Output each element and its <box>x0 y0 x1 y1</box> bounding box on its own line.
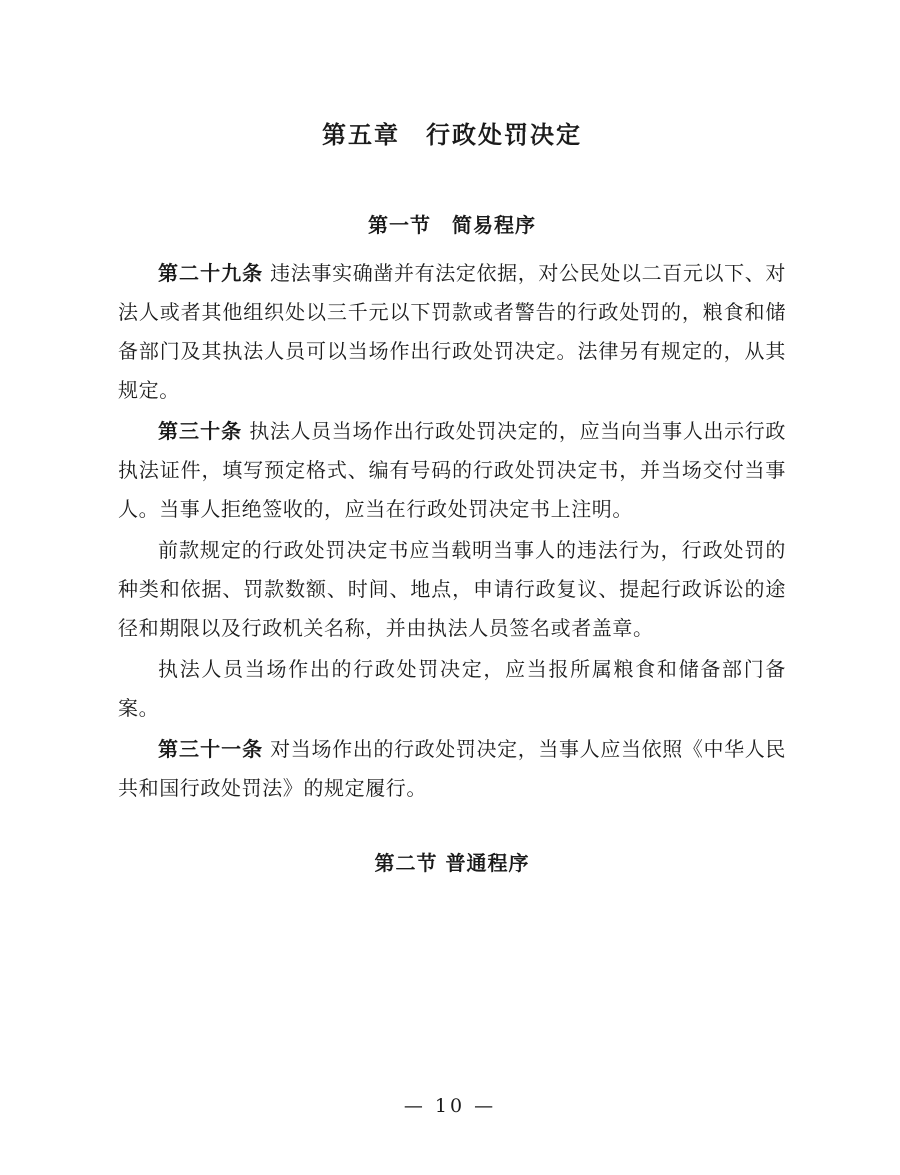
article-text-30-sub2: 执法人员当场作出的行政处罚决定，应当报所属粮食和储备部门备案。 <box>118 656 786 720</box>
article-paragraph-30-sub2 <box>118 650 786 728</box>
article-number-30: 第三十条 <box>158 418 243 443</box>
article-paragraph-30 <box>118 412 786 529</box>
page-content <box>118 118 786 878</box>
article-text-30: 执法人员当场作出行政处罚决定的，应当向当事人出示行政执法证件，填写预定格式、编有号码的行政处罚决定书，并当场交付当事人。当事人拒绝签收的，应当在行政处罚决定书上注明。 <box>118 418 787 521</box>
section-title-simple-procedure: 第一节 简易程序 <box>368 212 536 237</box>
article-text-29: 违法事实确凿并有法定依据，对公民处以二百元以下、对法人或者其他组织处以三千元以下罚款或者警告的行政处罚的，粮食和储备部门及其执法人员可以当场作出行政处罚决定。法律另有规定的，从其规定。 <box>118 260 786 402</box>
page-number: — 10 — <box>403 1095 497 1117</box>
article-text-31: 对当场作出的行政处罚决定，当事人应当依照《中华人民共和国行政处罚法》的规定履行。 <box>118 736 786 800</box>
section-title-general-procedure: 第二节 普通程序 <box>374 850 530 875</box>
article-paragraph-29 <box>118 254 786 410</box>
article-number-29: 第二十九条 <box>158 260 264 285</box>
chapter-title: 第五章 行政处罚决定 <box>322 120 582 149</box>
article-paragraph-31 <box>118 730 786 808</box>
article-number-31: 第三十一条 <box>158 736 264 761</box>
article-text-30-sub1: 前款规定的行政处罚决定书应当载明当事人的违法行为，行政处罚的种类和依据、罚款数额、时间、地点，申请行政复议、提起行政诉讼的途径和期限以及行政机关名称，并由执法人员签名或者盖章。 <box>118 537 786 640</box>
article-paragraph-30-sub1 <box>118 531 786 648</box>
